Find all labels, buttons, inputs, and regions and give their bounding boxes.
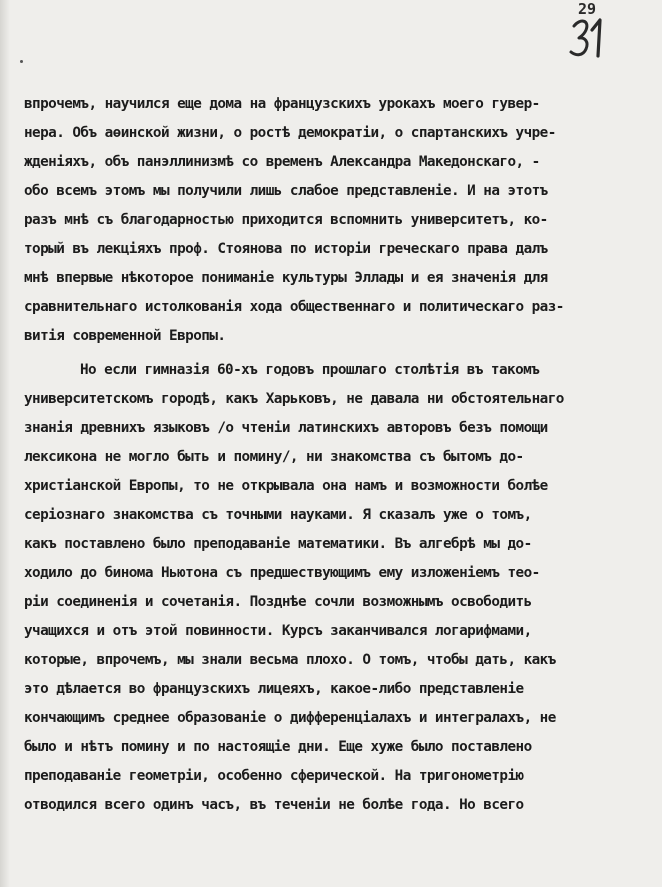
text-line: Но если гимназія 60-хъ годовъ прошлаго столѣтія въ такомъ: [80, 362, 540, 378]
text-line: серіознаго знакомства съ точными науками. Я сказалъ уже о томъ,: [24, 507, 532, 523]
typed-page-number: 29: [578, 0, 597, 18]
text-line: ріи соединенія и сочетанія. Позднѣе сочли возможнымъ освободить: [24, 594, 532, 610]
text-line: какъ поставлено было преподаваніе математики. Въ алгебрѣ мы до-: [24, 536, 532, 552]
handwritten-page-number: [568, 16, 608, 60]
text-line: витія современной Европы.: [24, 328, 226, 344]
text-line: преподаваніе геометріи, особенно сферической. На тригонометрію: [24, 768, 524, 784]
text-line: было и нѣтъ помину и по настоящіе дни. Еще хуже было поставлено: [24, 739, 532, 755]
text-line: ходило до бинома Ньютона съ предшествующимъ ему изложеніемъ тео-: [24, 565, 540, 581]
text-line: торый въ лекціяхъ проф. Стоянова по исторіи греческаго права далъ: [24, 241, 548, 257]
text-line: жденіяхъ, объ панэллинизмѣ со временъ Александра Македонскаго, -: [24, 154, 540, 170]
ink-speck: [20, 60, 23, 63]
text-line: обо всемъ этомъ мы получили лишь слабое представленіе. И на этотъ: [24, 183, 548, 199]
text-line: университетскомъ городѣ, какъ Харьковъ, не давала ни обстоятельнаго: [24, 391, 564, 407]
text-line: это дѣлается во французскихъ лицеяхъ, какое-либо представленіе: [24, 681, 524, 697]
text-line: отводился всего одинъ часъ, въ теченіи не болѣе года. Но всего: [24, 797, 524, 813]
text-line: разъ мнѣ съ благодарностью приходится вспомнить университетъ, ко-: [24, 212, 548, 228]
text-line: христіанской Европы, то не открывала она намъ и возможности болѣе: [24, 478, 548, 494]
text-line: сравнительнаго истолкованія хода общественнаго и политическаго раз-: [24, 299, 564, 315]
text-line: лексикона не могло быть и помину/, ни знакомства съ бытомъ до-: [24, 449, 524, 465]
page-edge-shadow: [0, 0, 10, 887]
text-line: кончающимъ среднее образованіе о дифференціалахъ и интегралахъ, не: [24, 710, 556, 726]
text-line: нера. Объ аѳинской жизни, о ростѣ демократіи, о спартанскихъ учре-: [24, 125, 556, 141]
text-line: которые, впрочемъ, мы знали весьма плохо. О томъ, чтобы дать, какъ: [24, 652, 556, 668]
text-line: знанія древнихъ языковъ /о чтеніи латинскихъ авторовъ безъ помощи: [24, 420, 548, 436]
text-line: учащихся и отъ этой повинности. Курсъ заканчивался логарифмами,: [24, 623, 532, 639]
text-line: мнѣ впервые нѣкоторое пониманіе культуры Эллады и ея значенія для: [24, 270, 548, 286]
text-line: впрочемъ, научился еще дома на французскихъ урокахъ моего гувер-: [24, 96, 540, 112]
